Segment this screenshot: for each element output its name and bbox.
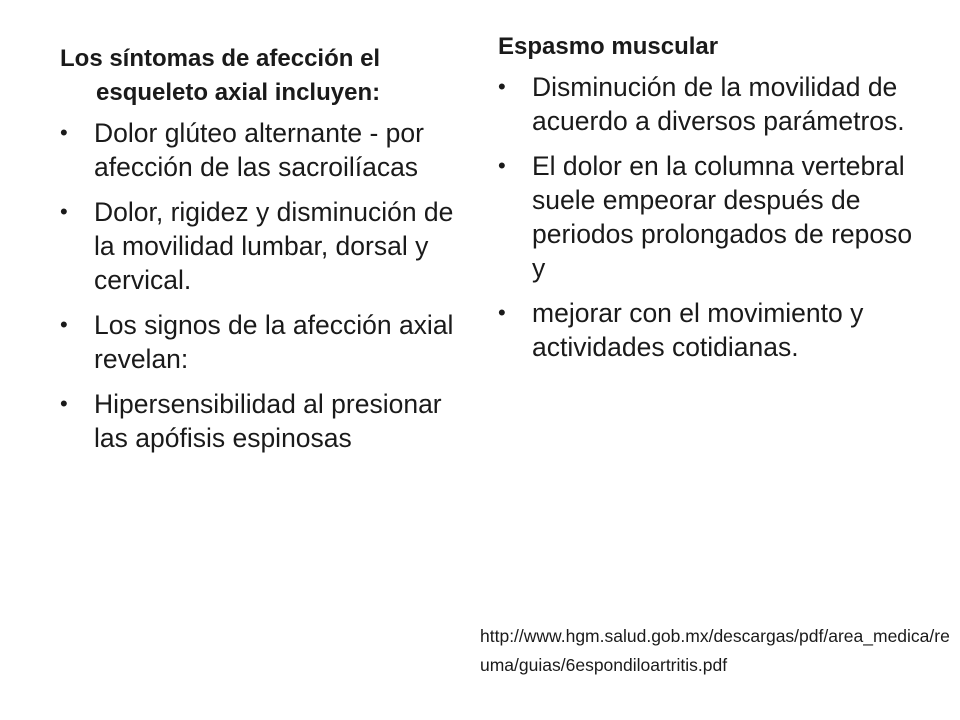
right-bullet-text: Disminución de la movilidad de acuerdo a diversos parámetros. [532,72,905,136]
right-bullet-item [498,296,928,364]
right-heading: Espasmo muscular [498,33,719,60]
left-bullet-text: Dolor, rigidez y disminución de la movilidad lumbar, dorsal y cervical. [94,197,454,295]
left-bullet-list [60,116,460,455]
right-column [498,30,928,375]
left-bullet-item [60,387,460,455]
left-bullet-text: Dolor glúteo alternante - por afección de las sacroilíacas [94,118,424,182]
right-bullet-text: El dolor en la columna vertebral suele empeorar después de periodos prolongados de reposo y [532,151,913,283]
bullet-icon: • [60,312,68,337]
bullet-icon: • [498,300,506,325]
bullet-icon: • [498,74,506,99]
left-heading: Los síntomas de afección el esqueleto axial incluyen: [60,45,381,106]
left-bullet-item [60,195,460,297]
right-bullet-list [498,70,928,364]
right-bullet-item [498,149,928,285]
left-bullet-item [60,116,460,184]
left-column [60,42,460,466]
left-bullet-item [60,308,460,376]
bullet-icon: • [60,391,68,416]
right-bullet-item [498,70,928,138]
right-bullet-text: mejorar con el movimiento y actividades cotidianas. [532,298,864,362]
source-link[interactable]: http://www.hgm.salud.gob.mx/descargas/pdf/area_medica/reuma/guias/6espondiloartritis.pdf [480,626,950,675]
bullet-icon: • [60,120,68,145]
bullet-icon: • [60,199,68,224]
left-bullet-text: Hipersensibilidad al presionar las apófisis espinosas [94,389,442,453]
bullet-icon: • [498,153,506,178]
left-bullet-text: Los signos de la afección axial revelan: [94,310,454,374]
